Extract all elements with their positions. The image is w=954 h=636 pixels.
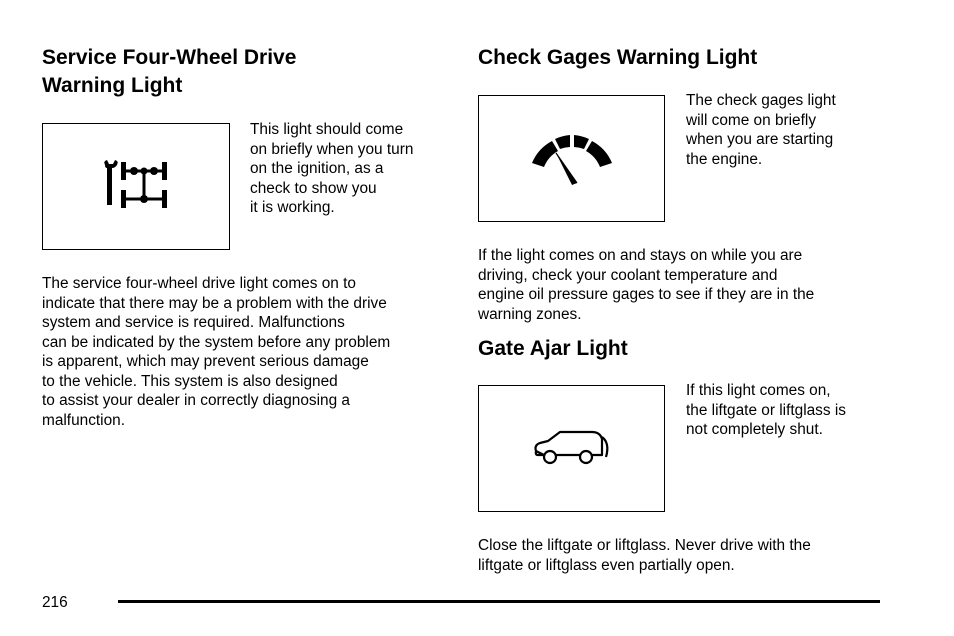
text-line: when you are starting [686,131,834,148]
text-line: the liftgate or liftglass is [686,401,846,419]
text-line: malfunction. [42,411,125,429]
text-line: driving, check your coolant temperature and [478,266,778,284]
text-line: is apparent, which may prevent serious damage [42,353,369,370]
text-line: will come on briefly [686,111,817,129]
gate-ajar-side-text [686,381,846,440]
text-line: on the ignition, as a [250,160,384,177]
text-line: The service four-wheel drive light comes on to [42,275,356,292]
service-4wd-icon-box [42,123,230,250]
text-line: to assist your dealer in correctly diagnosing a [42,392,350,409]
service-four-wheel-drive-icon [101,159,171,215]
suv-gate-ajar-icon [530,429,614,469]
text-line: check to show you [250,179,377,197]
text-line: can be indicated by the system before any problem [42,333,391,351]
text-line: engine oil pressure gages to see if they are in the [478,286,815,303]
text-line: If the light comes on and stays on while you are [478,247,803,264]
footer-rule [118,600,880,603]
text-line: The check gages light [686,92,836,109]
heading-line: Warning Light [42,74,183,97]
text-line: system and service is required. Malfunctions [42,314,345,331]
heading-line: Service Four-Wheel Drive [42,46,297,69]
page-number: 216 [42,594,68,611]
service-4wd-body-text [42,274,390,430]
check-gages-body-text [478,246,814,324]
gate-ajar-heading: Gate Ajar Light [478,337,628,360]
text-line: to the vehicle. This system is also designed [42,372,338,390]
text-line: it is working. [250,199,335,216]
text-line: This light should come [250,121,404,138]
check-gages-heading: Check Gages Warning Light [478,46,758,69]
text-line: liftgate or liftglass even partially open. [478,556,735,574]
text-line: on briefly when you turn [250,140,414,158]
text-line: indicate that there may be a problem with the drive [42,294,387,312]
check-gages-icon-box [478,95,665,222]
service-4wd-heading [42,44,296,100]
text-line: not completely shut. [686,421,823,438]
text-line: warning zones. [478,305,582,323]
text-line: Close the liftgate or liftglass. Never drive with the [478,537,811,554]
gate-ajar-body-text [478,536,811,575]
text-line: If this light comes on, [686,382,831,399]
text-line: the engine. [686,150,763,168]
gate-ajar-icon-box [478,385,665,512]
service-4wd-side-text [250,120,413,218]
gauge-icon [522,127,622,191]
check-gages-side-text [686,91,836,169]
